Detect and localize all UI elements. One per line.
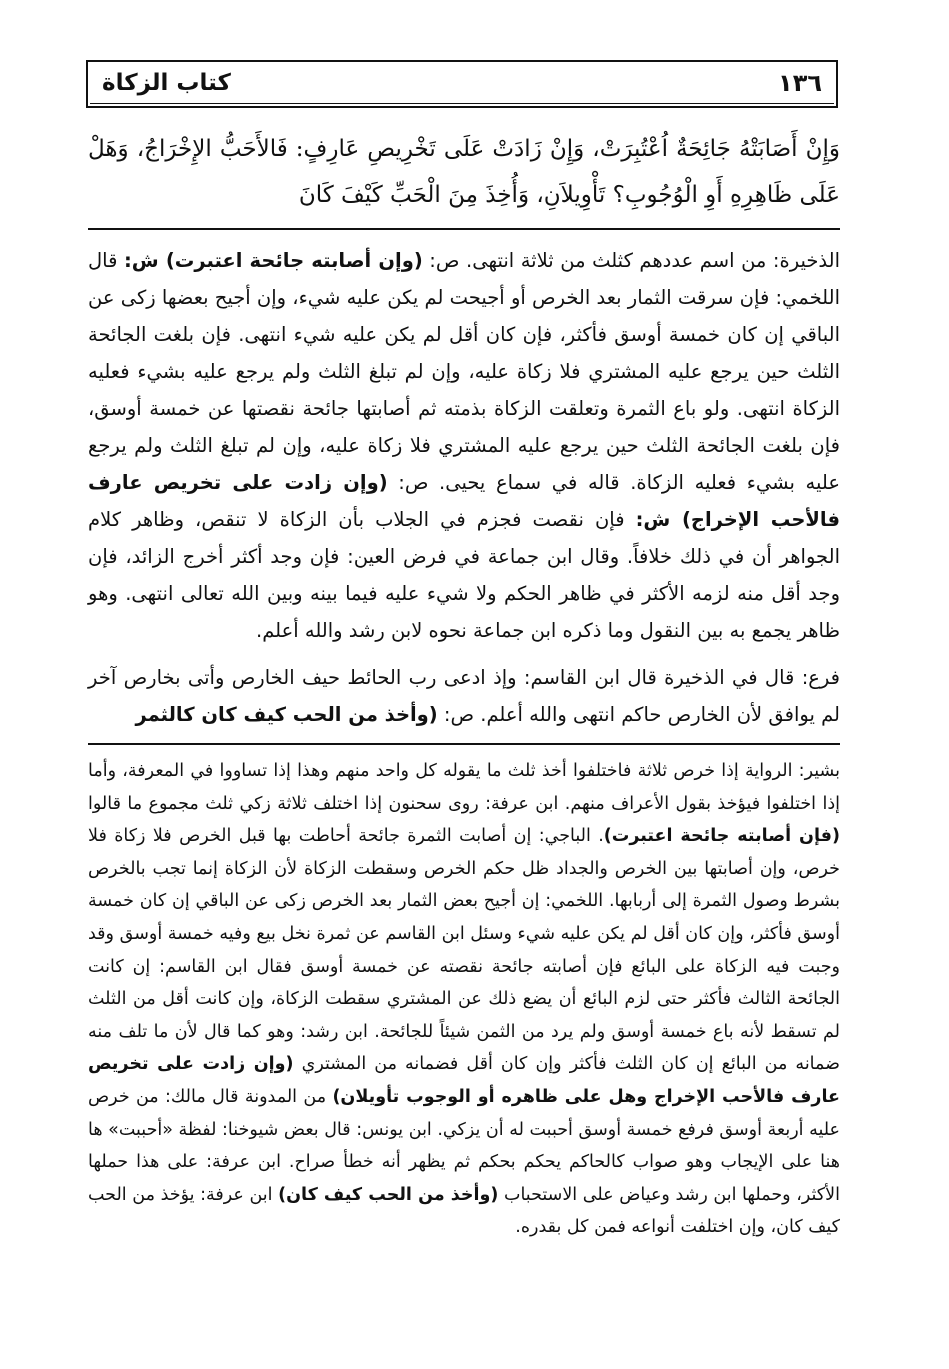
divider-top [88,228,840,230]
book-title: كتاب الزكاة [102,70,231,96]
margin-notes [88,755,840,1244]
commentary-text: فرع: قال في الذخيرة قال ابن القاسم: وإذ ادعى رب الحائط حيف الخارص وأتى بخارص آخر لم يوافق لأن الخارص حاكم انتهى والله أعلم. ص: [88,666,840,726]
notes-text: من المدونة قال مالك: من خرص عليه أربعة أوسق فرفع خمسة أوسق أحببت له أن يزكي. ابن يونس: قال بعض شيوخنا: لفظة «أحببت» ها هنا على الإيجاب وهو صواب كالحاكم يحكم بحكم ثم يظهر أنه خطأ صراح. ابن عرفة: على هذا حملها الأكثر، وحملها ابن رشد وعياض على الاستحباب [88,1086,840,1205]
commentary-paragraph [88,659,840,733]
notes-text: . الباجي: إن أصابت الثمرة جائحة أحاطت بها قبل الخرص فلا زكاة فلا خرص، وإن أصابتها بين الخرص والجداد ظل حكم الخرص وسقطت الزكاة لأن الزكاة إنما تجب بالخرص بشرط وصول الثمرة إلى أربابها. اللخمي: إن أجيح بعض الثمار بعد الخرص زكى عن الباقي إن كان خمسة أوسق فأكثر، وإن كان أقل لم يكن عليه شيء وسئل ابن القاسم عن ثمرة نخل بيع وفيه خمسة أوسق وقد وجبت فيه الزكاة على البائع فإن أصابته جائحة نقصته عن خمسة أوسق فقال ابن القاسم: إن كانت الجائحة الثالث فأكثر حتى لزم البائع أن يضع ذلك عن المشتري سقطت الزكاة، وإن كانت أقل من الثلث لم تسقط لأنه باع خمسة أوسق ولم يرد من الثمن شيئاً للجائحة. ابن رشد: وهو كما قال لأن ما تلف منه ضمانه من البائع إن كان الثلث فأكثر وإن كان أقل فضمانه من المشتري [88,826,840,1075]
quoted-matn: (وإن أصابته جائحة اعتبرت) ش: [124,249,423,272]
quoted-matn: (فإن أصابته جائحة اعتبرت) [603,826,840,847]
matn-text: وَإِنْ أَصَابَتْهُ جَائِحَةٌ اُعْتُبِرَتْ، وَإِنْ زَادَتْ عَلَى تَخْرِيصِ عَارِفٍ: فَالأَحَبُّ الإِخْرَاجُ، وَهَلْ عَلَى ظَاهِرِهِ أَوِ الْوُجُوبِ؟ تَأْوِيلاَنِ، وَأُخِذَ مِنَ الْحَبِّ كَيْفَ كَانَ [88,136,840,208]
commentary-paragraph [88,242,840,649]
notes-paragraph [88,755,840,1244]
commentary-text: الذخيرة: من اسم عددهم كثلث من ثلاثة انتهى. ص: [422,249,840,272]
notes-text: بشير: الرواية إذا خرص ثلاثة فاختلفوا أخذ ثلث ما يقوله كل واحد منهم وهذا إذا تساووا في المعرفة، وأما إذا اختلفوا فيؤخذ بقول الأعراف منهم. ابن عرفة: روى سحنون إذا اختلف ثلاثة زكي ثلث مجموع ما قالوا [88,761,840,814]
commentary-text: فإن نقصت فجزم في الجلاب بأن الزكاة لا تنقص، وظاهر كلام الجواهر أن في ذلك خلافاً. وقال ابن جماعة في فرض العين: فإن وجد أكثر أخرج الزائد، فإن وجد أقل منه لزمه الأكثر في ظاهر الحكم ولا شيء عليه فيما بينه وبين الله تعالى انتهى. وهو ظاهر يجمع به بين النقول وما ذكره ابن جماعة نحوه لابن رشد والله أعلم. [88,508,840,642]
page-header [86,60,838,108]
commentary-text: قال اللخمي: فإن سرقت الثمار بعد الخرص أو أجيحت لم يكن عليه شيء، وإن أجيح بعضها زكى عن الباقي إن كان خمسة أوسق فأكثر، فإن كان أقل لم يكن عليه شيء انتهى. فإن بلغت الجائحة الثلث حين يرجع عليه المشتري فلا زكاة عليه، وإن لم تبلغ الثلث ولم يرجع عليه بشيء فعليه الزكاة انتهى. ولو باع الثمرة وتعلقت الزكاة بذمته ثم أصابتها جائحة نقصتها عن خمسة أوسق، فإن بلغت الجائحة الثلث حين يرجع عليه المشتري فلا زكاة عليه، وإن لم تبلغ الثلث ولم يرجع عليه بشيء فعليه الزكاة. قاله في سماع يحيى. ص: [88,249,840,494]
notes-text: ابن عرفة: يؤخذ من الحب كيف كان، وإن اختلفت أنواعه فمن كل بقدره. [88,1184,840,1238]
divider-bottom [88,743,840,745]
commentary [88,242,840,733]
page-number: ١٣٦ [778,69,822,97]
quoted-matn: (وأخذ من الحب كيف كان كالثمر [135,703,438,726]
quoted-matn: (وإن زادت على تخريص عارف فالأحب الإخراج) ش: [88,471,840,531]
quoted-matn: (وإن زادت على تخريص عارف فالأحب الإخراج وهل على ظاهره أو الوجوب تأويلان) [88,1054,840,1107]
quoted-matn: (وأخذ من الحب كيف كان) [278,1184,499,1205]
